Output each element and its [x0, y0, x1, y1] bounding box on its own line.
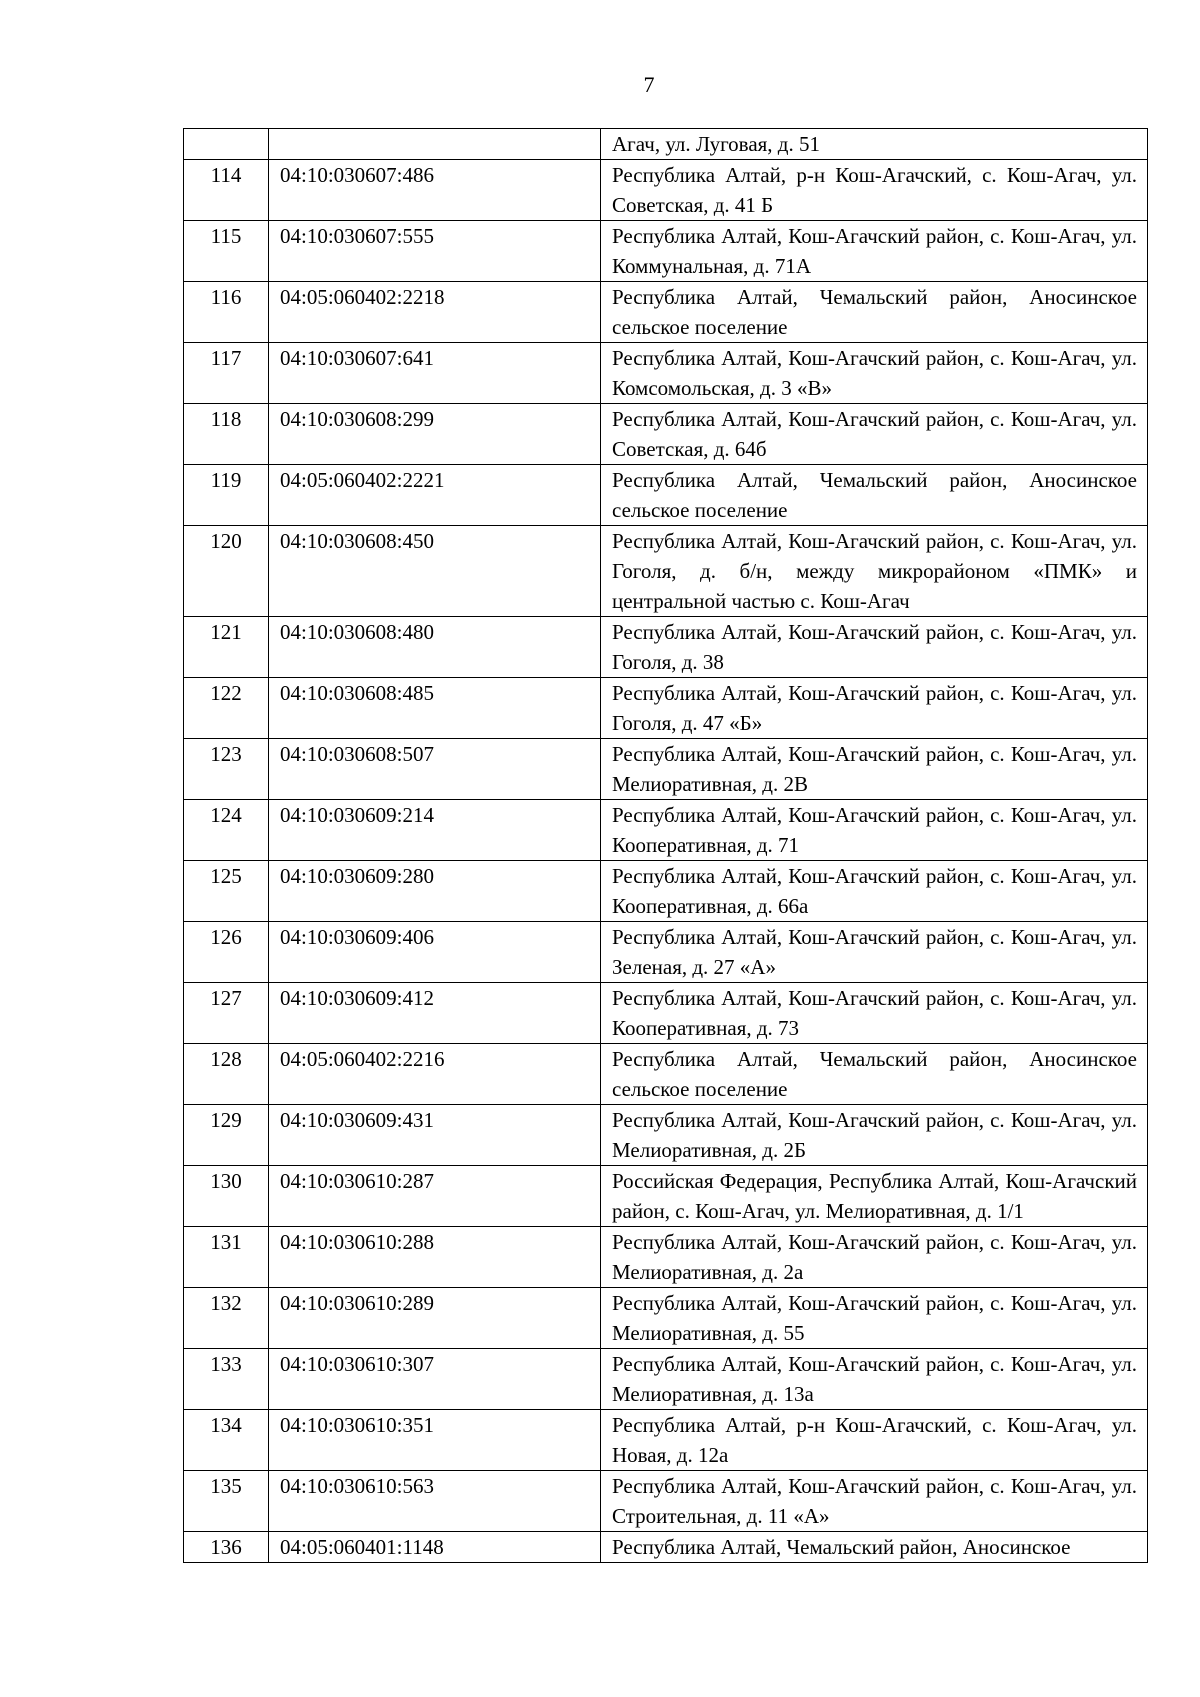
row-number-cell: 132	[184, 1288, 269, 1349]
row-number-cell	[184, 129, 269, 160]
page-number: 7	[643, 72, 655, 97]
cadastral-number-cell: 04:10:030610:351	[269, 1410, 601, 1471]
table-row	[184, 1227, 1148, 1288]
row-number-cell: 114	[184, 160, 269, 221]
address-cell: Республика Алтай, Кош-Агачский район, с. Кош-Агач, ул. Гоголя, д. 47 «Б»	[601, 678, 1148, 739]
cadastral-number-cell: 04:10:030608:507	[269, 739, 601, 800]
table-row	[184, 1288, 1148, 1349]
row-number-cell: 124	[184, 800, 269, 861]
address-cell: Агач, ул. Луговая, д. 51	[601, 129, 1148, 160]
table-row	[184, 1532, 1148, 1563]
row-number-cell: 118	[184, 404, 269, 465]
table-row	[184, 1410, 1148, 1471]
cadastral-number-cell: 04:10:030609:431	[269, 1105, 601, 1166]
cadastral-number-cell: 04:05:060402:2221	[269, 465, 601, 526]
row-number-cell: 122	[184, 678, 269, 739]
row-number-cell: 129	[184, 1105, 269, 1166]
address-cell: Республика Алтай, Кош-Агачский район, с. Кош-Агач, ул. Советская, д. 64б	[601, 404, 1148, 465]
cadastral-number-cell: 04:10:030608:480	[269, 617, 601, 678]
cadastral-number-cell: 04:10:030609:214	[269, 800, 601, 861]
table-row	[184, 282, 1148, 343]
table-row	[184, 526, 1148, 617]
table-row	[184, 983, 1148, 1044]
table-row	[184, 160, 1148, 221]
cadastral-number-cell: 04:10:030607:555	[269, 221, 601, 282]
row-number-cell: 127	[184, 983, 269, 1044]
address-cell: Республика Алтай, Кош-Агачский район, с. Кош-Агач, ул. Мелиоративная, д. 2В	[601, 739, 1148, 800]
row-number-cell: 135	[184, 1471, 269, 1532]
row-number-cell: 123	[184, 739, 269, 800]
address-cell: Республика Алтай, Кош-Агачский район, с. Кош-Агач, ул. Мелиоративная, д. 55	[601, 1288, 1148, 1349]
registry-table-body	[184, 129, 1148, 1563]
cadastral-number-cell: 04:10:030610:307	[269, 1349, 601, 1410]
table-row	[184, 922, 1148, 983]
address-cell: Республика Алтай, Кош-Агачский район, с. Кош-Агач, ул. Кооперативная, д. 71	[601, 800, 1148, 861]
table-row	[184, 1166, 1148, 1227]
address-cell: Республика Алтай, Кош-Агачский район, с. Кош-Агач, ул. Коммунальная, д. 71А	[601, 221, 1148, 282]
address-cell: Республика Алтай, Кош-Агачский район, с. Кош-Агач, ул. Гоголя, д. б/н, между микрорайоном «ПМК» и центральной частью с. Кош-Агач	[601, 526, 1148, 617]
address-cell: Республика Алтай, Кош-Агачский район, с. Кош-Агач, ул. Мелиоративная, д. 13а	[601, 1349, 1148, 1410]
table-row	[184, 404, 1148, 465]
cadastral-number-cell	[269, 129, 601, 160]
row-number-cell: 116	[184, 282, 269, 343]
address-cell: Республика Алтай, Кош-Агачский район, с. Кош-Агач, ул. Строительная, д. 11 «А»	[601, 1471, 1148, 1532]
table-row	[184, 221, 1148, 282]
address-cell: Республика Алтай, Кош-Агачский район, с. Кош-Агач, ул. Мелиоративная, д. 2Б	[601, 1105, 1148, 1166]
cadastral-number-cell: 04:10:030608:299	[269, 404, 601, 465]
row-number-cell: 128	[184, 1044, 269, 1105]
cadastral-number-cell: 04:10:030609:406	[269, 922, 601, 983]
address-cell: Республика Алтай, Чемальский район, Аносинское сельское поселение	[601, 1044, 1148, 1105]
address-cell: Республика Алтай, Кош-Агачский район, с. Кош-Агач, ул. Кооперативная, д. 73	[601, 983, 1148, 1044]
table-row	[184, 1105, 1148, 1166]
cadastral-number-cell: 04:10:030607:641	[269, 343, 601, 404]
cadastral-number-cell: 04:10:030610:287	[269, 1166, 601, 1227]
address-cell: Республика Алтай, Чемальский район, Аносинское	[601, 1532, 1148, 1563]
address-cell: Республика Алтай, Кош-Агачский район, с. Кош-Агач, ул. Мелиоративная, д. 2а	[601, 1227, 1148, 1288]
row-number-cell: 120	[184, 526, 269, 617]
address-cell: Республика Алтай, Кош-Агачский район, с. Кош-Агач, ул. Гоголя, д. 38	[601, 617, 1148, 678]
cadastral-number-cell: 04:10:030607:486	[269, 160, 601, 221]
row-number-cell: 136	[184, 1532, 269, 1563]
row-number-cell: 125	[184, 861, 269, 922]
table-row	[184, 1349, 1148, 1410]
row-number-cell: 134	[184, 1410, 269, 1471]
row-number-cell: 121	[184, 617, 269, 678]
address-cell: Республика Алтай, Кош-Агачский район, с. Кош-Агач, ул. Зеленая, д. 27 «А»	[601, 922, 1148, 983]
row-number-cell: 133	[184, 1349, 269, 1410]
cadastral-number-cell: 04:05:060401:1148	[269, 1532, 601, 1563]
cadastral-number-cell: 04:10:030608:485	[269, 678, 601, 739]
cadastral-number-cell: 04:05:060402:2216	[269, 1044, 601, 1105]
cadastral-number-cell: 04:10:030609:412	[269, 983, 601, 1044]
address-cell: Республика Алтай, р-н Кош-Агачский, с. Кош-Агач, ул. Новая, д. 12а	[601, 1410, 1148, 1471]
cadastral-number-cell: 04:10:030608:450	[269, 526, 601, 617]
table-row	[184, 1471, 1148, 1532]
cadastral-number-cell: 04:10:030610:289	[269, 1288, 601, 1349]
address-cell: Республика Алтай, Кош-Агачский район, с. Кош-Агач, ул. Комсомольская, д. 3 «В»	[601, 343, 1148, 404]
table-row	[184, 465, 1148, 526]
address-cell: Республика Алтай, Чемальский район, Аносинское сельское поселение	[601, 465, 1148, 526]
address-cell: Республика Алтай, Кош-Агачский район, с. Кош-Агач, ул. Кооперативная, д. 66а	[601, 861, 1148, 922]
row-number-cell: 115	[184, 221, 269, 282]
row-number-cell: 126	[184, 922, 269, 983]
table-row	[184, 1044, 1148, 1105]
cadastral-number-cell: 04:10:030610:563	[269, 1471, 601, 1532]
cadastral-number-cell: 04:05:060402:2218	[269, 282, 601, 343]
row-number-cell: 117	[184, 343, 269, 404]
table-row	[184, 861, 1148, 922]
cadastral-number-cell: 04:10:030610:288	[269, 1227, 601, 1288]
table-row	[184, 739, 1148, 800]
table-row	[184, 617, 1148, 678]
row-number-cell: 131	[184, 1227, 269, 1288]
registry-table	[183, 128, 1148, 1563]
address-cell: Республика Алтай, Чемальский район, Аносинское сельское поселение	[601, 282, 1148, 343]
address-cell: Российская Федерация, Республика Алтай, Кош-Агачский район, с. Кош-Агач, ул. Мелиоративная, д. 1/1	[601, 1166, 1148, 1227]
table-row	[184, 129, 1148, 160]
address-cell: Республика Алтай, р-н Кош-Агачский, с. Кош-Агач, ул. Советская, д. 41 Б	[601, 160, 1148, 221]
table-row	[184, 800, 1148, 861]
cadastral-number-cell: 04:10:030609:280	[269, 861, 601, 922]
table-row	[184, 678, 1148, 739]
row-number-cell: 119	[184, 465, 269, 526]
table-row	[184, 343, 1148, 404]
row-number-cell: 130	[184, 1166, 269, 1227]
